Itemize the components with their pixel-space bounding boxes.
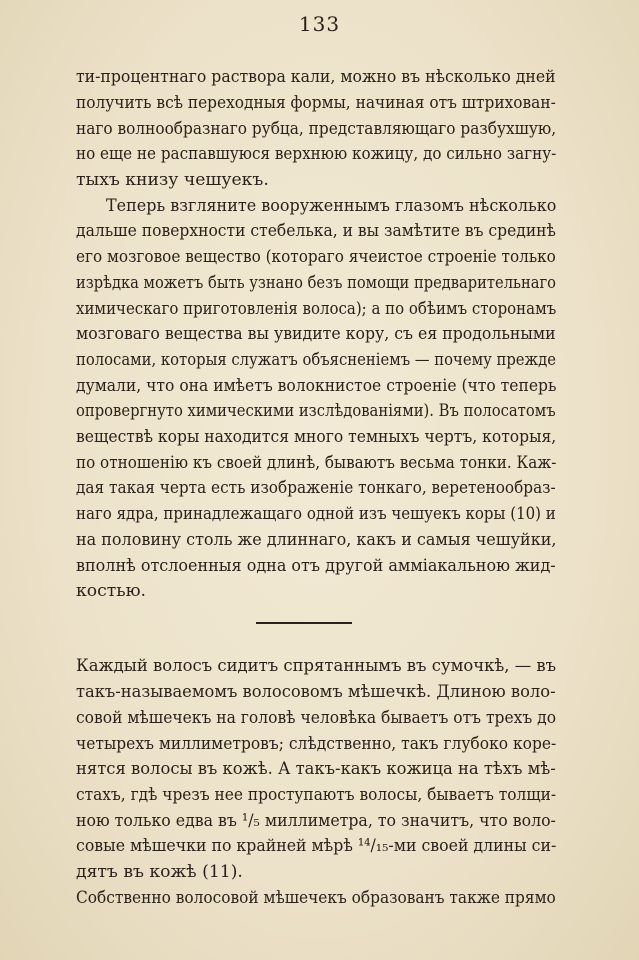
- text-line: совые мѣшечки по крайней мѣрѣ ¹⁴/₁₅-ми своей длины си-: [76, 836, 557, 856]
- text-line: полосами, которыя служатъ объясненіемъ — почему прежде: [76, 350, 556, 370]
- text-line: такъ-называемомъ волосовомъ мѣшечкѣ. Длиною воло-: [76, 682, 556, 702]
- text-line: вполнѣ отслоенныя одна отъ другой аммiакальною жид-: [76, 556, 556, 576]
- text-line: дальше поверхности стебелька, и вы замѣтите въ срединѣ: [76, 221, 556, 241]
- text-line: мозговаго вещества вы увидите кору, съ ея продольными: [76, 324, 556, 344]
- text-line: изрѣдка можетъ быть узнано безъ помощи предварительнаго: [76, 273, 556, 293]
- text-line: ти-процентнаго раствора кали, можно въ нѣсколько дней: [76, 67, 556, 87]
- text-line: по отношенію къ своей длинѣ, бываютъ весьма тонки. Каж-: [76, 453, 557, 473]
- text-line: ною только едва въ ¹/₅ миллиметра, то значитъ, что воло-: [76, 811, 556, 831]
- text-line: костью.: [76, 581, 147, 601]
- text-line: наго ядра, принадлежащаго одной изъ чешуекъ коры (10) и: [76, 504, 556, 524]
- text-line: опровергнуто химическими изслѣдованіями). Въ полосатомъ: [76, 401, 556, 421]
- text-line: наго волнообразнаго рубца, представляющаго разбухшую,: [76, 119, 557, 139]
- text-line: четырехъ миллиметровъ; слѣдственно, такъ глубоко коре-: [76, 734, 557, 754]
- text-line: совой мѣшечекъ на головѣ человѣка бываетъ отъ трехъ до: [76, 708, 557, 728]
- text-line: Теперь взгляните вооруженнымъ глазомъ нѣсколько: [106, 196, 557, 216]
- text-line: Каждый волосъ сидитъ спрятаннымъ въ сумочкѣ, — въ: [76, 656, 557, 676]
- text-line: дятъ въ кожѣ (11).: [76, 862, 243, 882]
- text-line: Собственно волосовой мѣшечекъ образованъ также прямо: [76, 888, 556, 908]
- text-line: нятся волосы въ кожѣ. А такъ-какъ кожица на тѣхъ мѣ-: [76, 759, 556, 779]
- text-line: на половину столь же длиннаго, какъ и самыя чешуйки,: [76, 530, 557, 550]
- page-number: 133: [298, 12, 341, 36]
- text-line: но еще не распавшуюся верхнюю кожицу, до сильно загну-: [76, 144, 557, 164]
- text-line: его мозговое вещество (котораго ячеистое строеніе только: [76, 247, 556, 267]
- text-line: думали, что она имѣетъ волокнистое строеніе (что теперь: [76, 376, 557, 396]
- text-line: тыхъ книзу чешуекъ.: [76, 170, 269, 190]
- text-line: химическаго приготовленія волоса); а по обѣимъ сторонамъ: [76, 299, 557, 319]
- section-divider: [256, 622, 352, 624]
- text-line: стахъ, гдѣ чрезъ нее проступаютъ волосы, бываетъ толщи-: [76, 785, 557, 805]
- text-line: получить всѣ переходныя формы, начиная отъ штрихован-: [76, 93, 556, 113]
- text-line: дая такая черта есть изображеніе тонкаго, веретенообраз-: [76, 478, 556, 498]
- text-line: веществѣ коры находится много темныхъ чертъ, которыя,: [76, 427, 557, 447]
